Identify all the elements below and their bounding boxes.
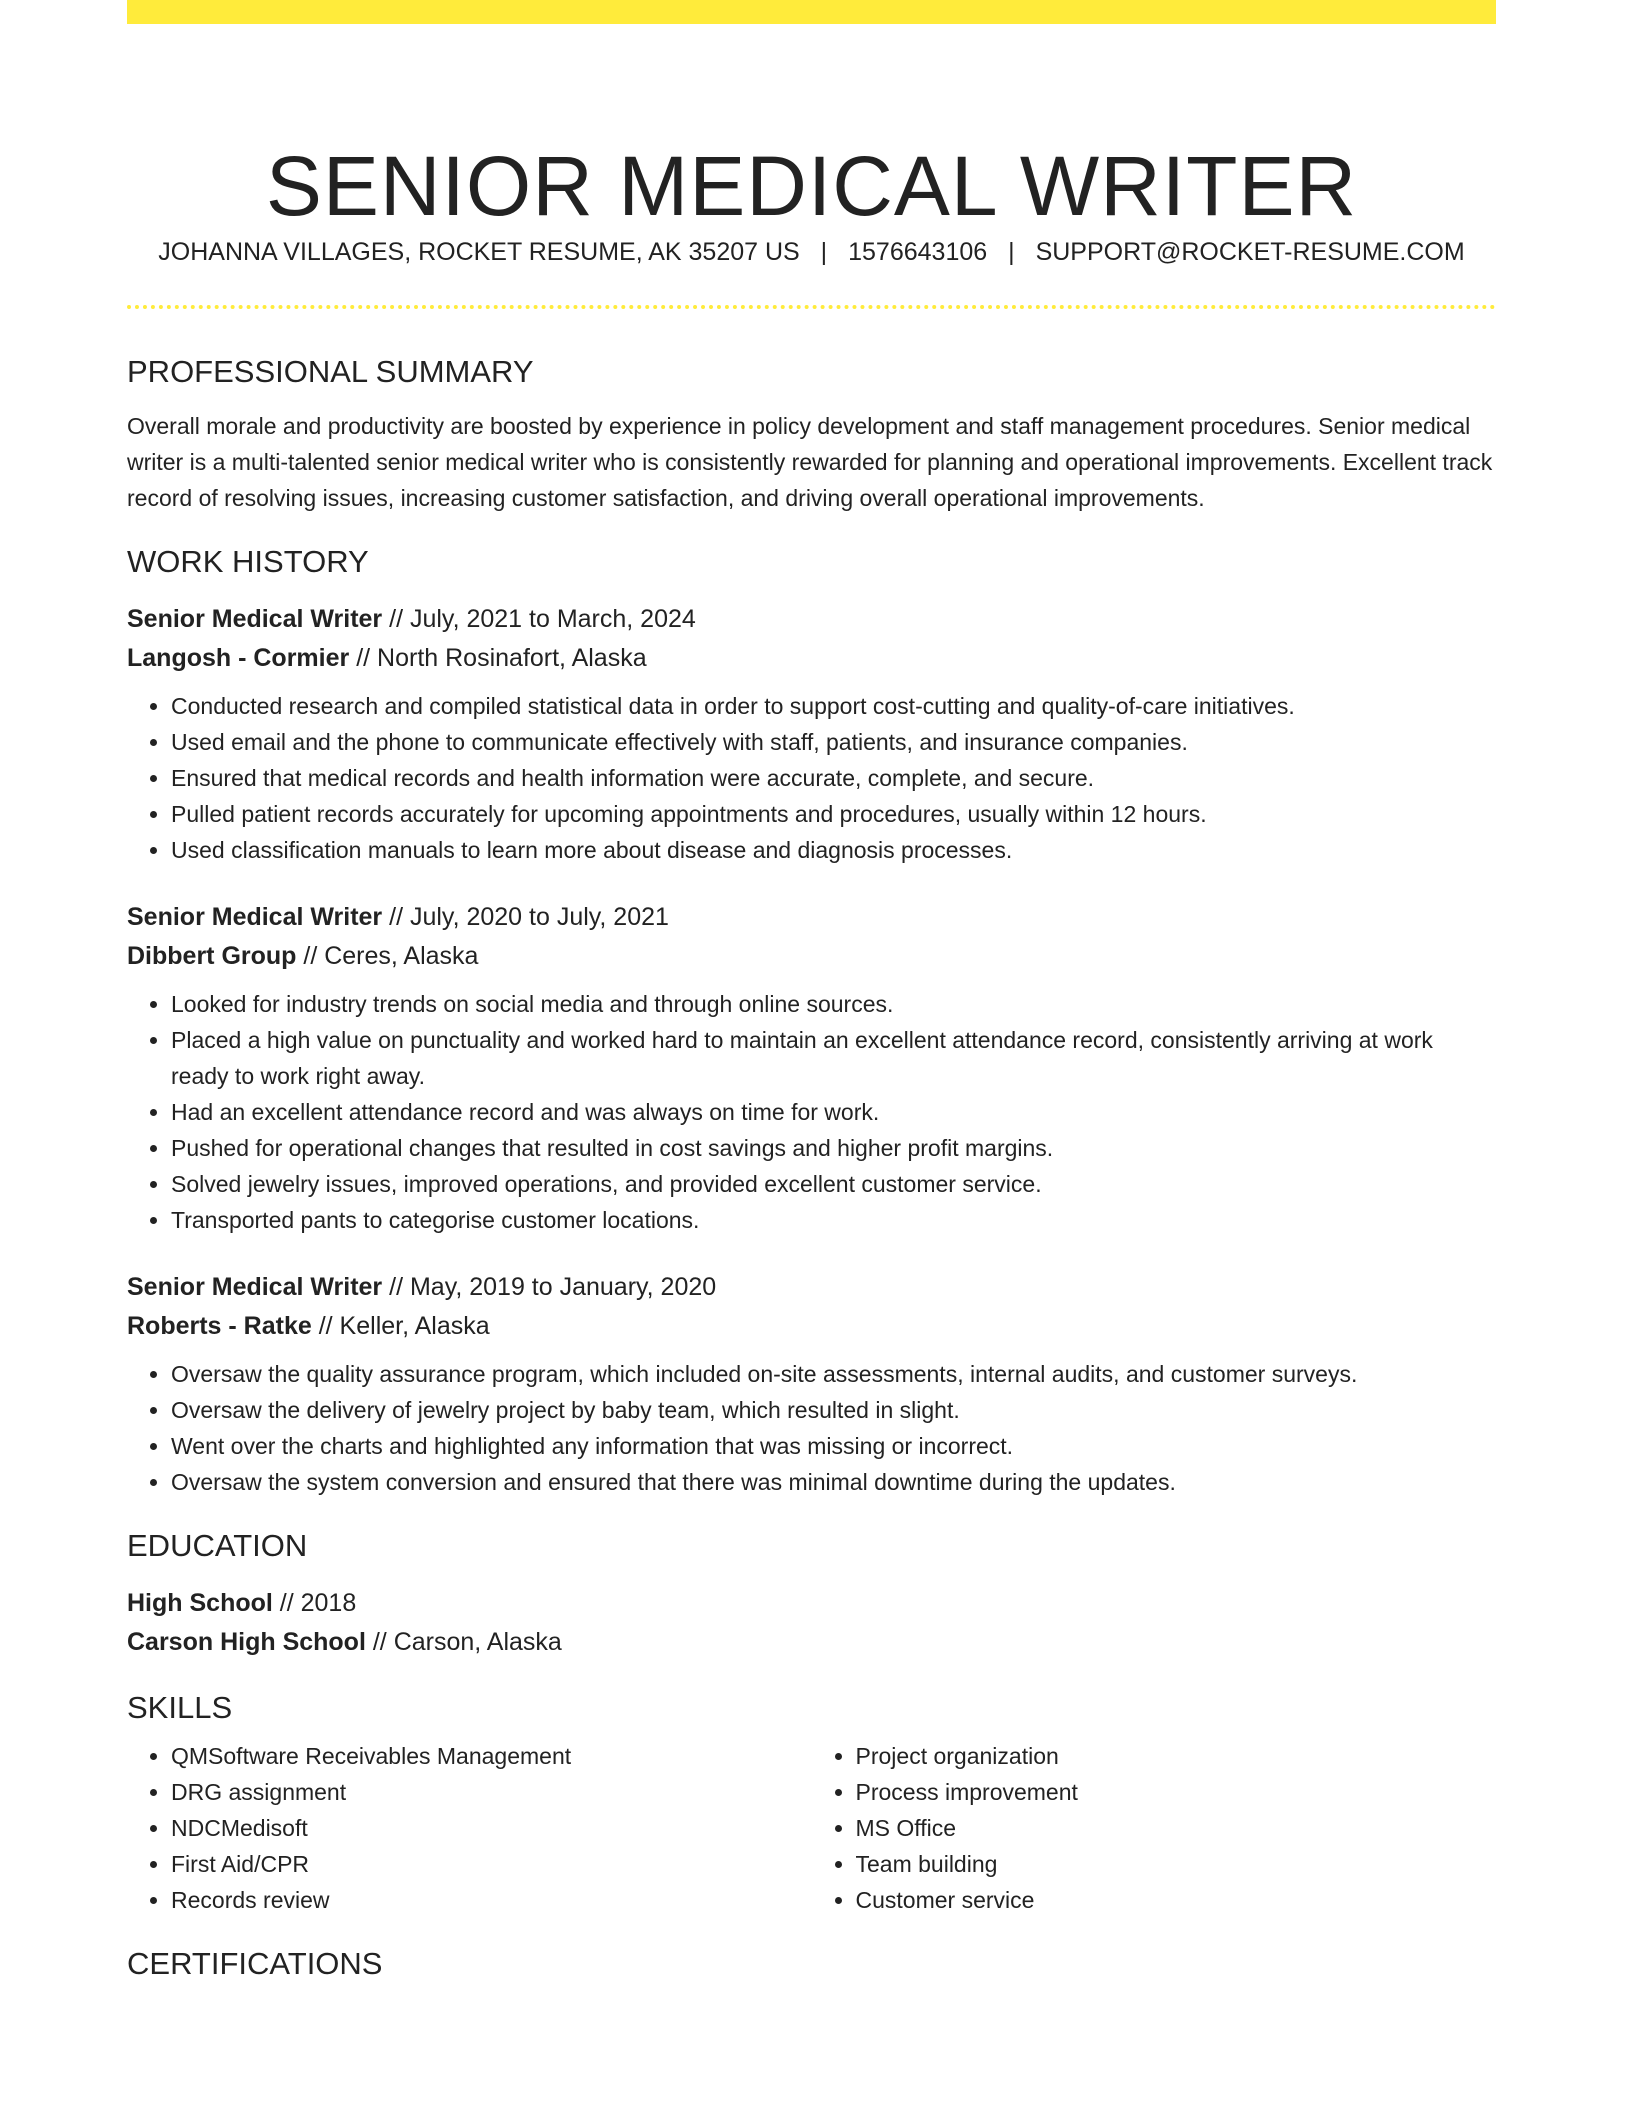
contact-email: SUPPORT@ROCKET-RESUME.COM (1035, 238, 1465, 266)
list-item: • Looked for industry trends on social media and through online sources. (171, 986, 1496, 1022)
list-item: • Went over the charts and highlighted any information that was missing or incorrect. (171, 1428, 1496, 1464)
list-item: • Oversaw the quality assurance program, which included on-site assessments, internal audits, and customer surveys. (171, 1356, 1496, 1392)
summary-heading: PROFESSIONAL SUMMARY (127, 354, 534, 389)
list-item: • Customer service (856, 1882, 1497, 1918)
job-entry (127, 898, 1496, 1238)
job-company-line (127, 639, 1496, 678)
job-company-line (127, 937, 1496, 976)
job-title-line (127, 1268, 1496, 1307)
summary-text: Overall morale and productivity are boosted by experience in policy development and staff management procedures. Senior medical writer is a multi-talented senior medical writer who is consistently rewarded for planning and operational improvements. Excellent track record of resolving issues, increasing customer satisfaction, and driving overall operational improvements. (127, 413, 1493, 511)
job-company: Roberts - Ratke (127, 1312, 312, 1340)
list-item: • Conducted research and compiled statistical data in order to support cost-cutting and quality-of-care initiatives. (171, 688, 1496, 724)
job-bullets (127, 1356, 1496, 1500)
resume-body (127, 352, 1496, 1984)
list-item: • Pulled patient records accurately for upcoming appointments and procedures, usually within 12 hours. (171, 796, 1496, 832)
list-item: • Placed a high value on punctuality and worked hard to maintain an excellent attendance record, consistently arriving at work ready to work right away. (171, 1022, 1496, 1094)
list-item: • Transported pants to categorise customer locations. (171, 1202, 1496, 1238)
job-title: Senior Medical Writer (127, 1273, 383, 1301)
education-school-line (127, 1623, 1496, 1662)
list-item: • Solved jewelry issues, improved operations, and provided excellent customer service. (171, 1166, 1496, 1202)
job-bullets (127, 986, 1496, 1238)
job-dates: // May, 2019 to January, 2020 (389, 1273, 717, 1301)
job-company: Dibbert Group (127, 942, 297, 970)
contact-address: JOHANNA VILLAGES, ROCKET RESUME, AK 35207 US (158, 238, 800, 266)
skills-heading: SKILLS (127, 1690, 233, 1725)
education-school: Carson High School (127, 1628, 366, 1656)
work-history-heading: WORK HISTORY (127, 544, 369, 579)
contact-separator: | (820, 238, 828, 266)
skills-column-left (127, 1738, 812, 1918)
list-item: • Oversaw the delivery of jewelry project by baby team, which resulted in slight. (171, 1392, 1496, 1428)
job-title-line (127, 600, 1496, 639)
education-degree-line (127, 1584, 1496, 1623)
list-item: • Team building (856, 1846, 1497, 1882)
job-company-line (127, 1307, 1496, 1346)
certifications-heading: CERTIFICATIONS (127, 1946, 383, 1981)
list-item: • Ensured that medical records and health information were accurate, complete, and secure. (171, 760, 1496, 796)
resume-title: SENIOR MEDICAL WRITER (265, 139, 1358, 234)
contact-line (127, 236, 1496, 268)
job-title-line (127, 898, 1496, 937)
job-entry (127, 1268, 1496, 1500)
list-item: • Used classification manuals to learn more about disease and diagnosis processes. (171, 832, 1496, 868)
list-item: • NDCMedisoft (171, 1810, 812, 1846)
job-location: // North Rosinafort, Alaska (356, 644, 647, 672)
education-year: // 2018 (279, 1589, 357, 1617)
education-location: // Carson, Alaska (372, 1628, 562, 1656)
job-entry (127, 600, 1496, 868)
education-heading: EDUCATION (127, 1528, 308, 1563)
list-item: • QMSoftware Receivables Management (171, 1738, 812, 1774)
list-item: • Used email and the phone to communicate effectively with staff, patients, and insurance companies. (171, 724, 1496, 760)
education-degree: High School (127, 1589, 273, 1617)
job-title: Senior Medical Writer (127, 903, 383, 931)
job-dates: // July, 2021 to March, 2024 (389, 605, 696, 633)
list-item: • MS Office (856, 1810, 1497, 1846)
contact-phone: 1576643106 (848, 238, 988, 266)
dotted-divider (127, 305, 1496, 309)
job-location: // Keller, Alaska (318, 1312, 490, 1340)
list-item: • Records review (171, 1882, 812, 1918)
list-item: • Project organization (856, 1738, 1497, 1774)
job-location: // Ceres, Alaska (303, 942, 479, 970)
skills-column-right (812, 1738, 1497, 1918)
list-item: • First Aid/CPR (171, 1846, 812, 1882)
list-item: • Had an excellent attendance record and was always on time for work. (171, 1094, 1496, 1130)
list-item: • Pushed for operational changes that resulted in cost savings and higher profit margins. (171, 1130, 1496, 1166)
job-bullets (127, 688, 1496, 868)
accent-bar (127, 0, 1496, 24)
contact-separator: | (1008, 238, 1015, 266)
list-item: • Process improvement (856, 1774, 1497, 1810)
list-item: • DRG assignment (171, 1774, 812, 1810)
list-item: • Oversaw the system conversion and ensured that there was minimal downtime during the updates. (171, 1464, 1496, 1500)
job-dates: // July, 2020 to July, 2021 (389, 903, 669, 931)
skills-list (127, 1738, 1496, 1918)
job-title: Senior Medical Writer (127, 605, 383, 633)
job-company: Langosh - Cormier (127, 644, 350, 672)
